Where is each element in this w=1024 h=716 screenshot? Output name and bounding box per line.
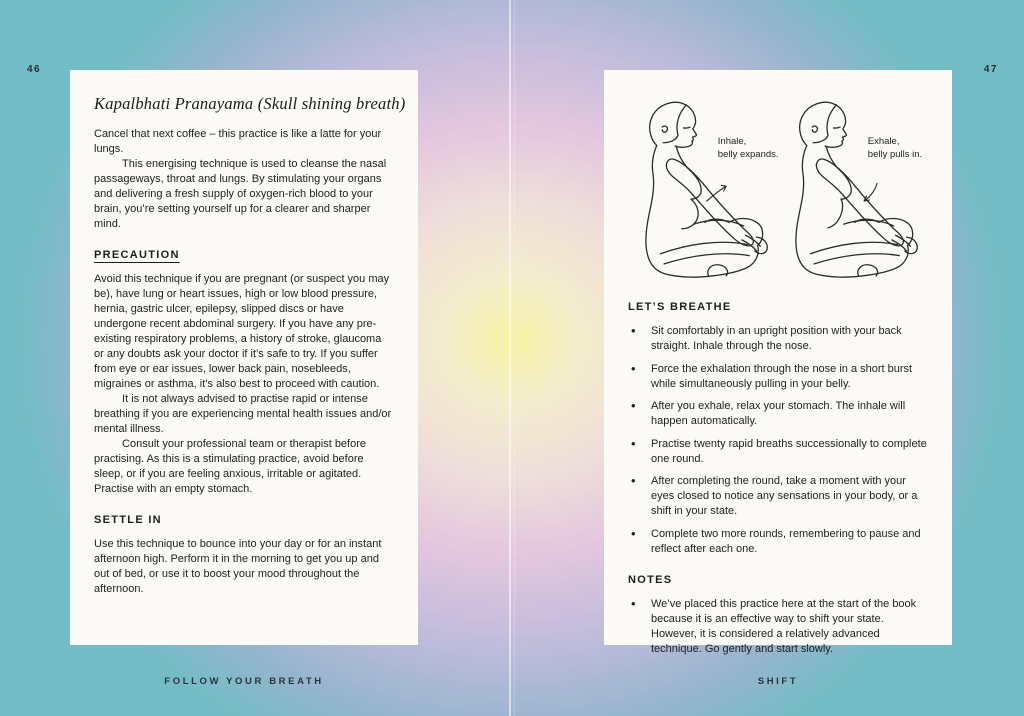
list-item: • We’ve placed this practice here at the start of the book because it is an effective way to shift your state. However, it is considered a relatively advanced technique. Go gently and start slowly.: [628, 597, 928, 657]
meditator-inhale-illustration: [629, 96, 777, 282]
page-number-left: 46: [27, 64, 42, 75]
exhale-label-line1: Exhale,: [867, 136, 900, 147]
list-item: • After completing the round, take a moment with your eyes closed to notice any sensations in your body, or a shift in your state.: [628, 474, 928, 519]
notes-heading: NOTES: [628, 573, 673, 586]
inhale-figure: [629, 96, 777, 282]
inhale-label-line2: belly expands.: [717, 148, 779, 160]
breathing-illustrations: [628, 96, 928, 284]
precaution-paragraph-3: Consult your professional team or therapist before practising. As this is a stimulating practice, avoid before sleep, or if you are feeling anxious, irritable or agitated. Practise with an empty stomach.: [94, 438, 367, 495]
practice-title: Kapalbhati Pranayama (Skull shining breath): [94, 94, 406, 113]
settle-in-paragraphs: [94, 537, 394, 597]
left-page: [70, 70, 418, 645]
left-chapter-footer: FOLLOW YOUR BREATH: [164, 676, 324, 687]
exhale-label-line2: belly pulls in.: [867, 148, 923, 160]
lets-breathe-heading: LET’S BREATHE: [628, 301, 732, 313]
precaution-paragraph-1: Avoid this technique if you are pregnant (or suspect you may be), have lung or heart issues, high or low blood pressure, hernia, gastric ulcer, epilepsy, slipped discs or have undergone recent abdominal surgery. If you have any pre-existing respiratory problems, a history of stroke, glaucoma or any doubts ask your doctor if it’s safe to try. If you suffer from eye or ear issues, lower back pain, nosebleeds, migraines or asthma, it’s also best to proceed with caution.: [94, 273, 390, 390]
settle-in-paragraph-1: Use this technique to bounce into your day or for an instant afternoon high. Perform it in the morning to get you up and out of bed, or use it to boost your mood throughout the afternoon.: [94, 538, 382, 595]
lets-breathe-list: [628, 324, 928, 557]
list-item: • After you exhale, relax your stomach. The inhale will happen automatically.: [628, 399, 928, 429]
notes-list: [628, 597, 928, 657]
intro-paragraph-1: Cancel that next coffee – this practice is like a latte for your lungs.: [94, 128, 382, 155]
intro-paragraphs: [94, 127, 394, 232]
right-page: [604, 70, 952, 655]
precaution-paragraph-2: It is not always advised to practise rapid or intense breathing if you are experiencing mental health issues and/or mental illness.: [94, 393, 392, 435]
list-item: • Practise twenty rapid breaths successionally to complete one round.: [628, 437, 928, 467]
inhale-label: [718, 136, 779, 161]
exhale-figure: [779, 96, 927, 282]
exhale-label: [868, 136, 922, 161]
page-number-right: 47: [983, 64, 998, 75]
precaution-paragraphs: [94, 272, 394, 497]
list-item: • Force the exhalation through the nose in a short burst while simultaneously pulling in your belly.: [628, 362, 928, 392]
intro-paragraph-2: This energising technique is used to cleanse the nasal passageways, throat and lungs. By stimulating your organs and delivering a fresh supply of oxygen-rich blood to your brain, you’re setting yourself up for a clearer and sharper mind.: [94, 158, 387, 230]
list-item: • Complete two more rounds, remembering to pause and reflect after each one.: [628, 527, 928, 557]
list-item: • Sit comfortably in an upright position with your back straight. Inhale through the nose.: [628, 324, 928, 354]
precaution-heading: PRECAUTION: [94, 249, 180, 261]
settle-in-heading: SETTLE IN: [94, 514, 162, 526]
book-spine-line-secondary: [514, 0, 515, 716]
meditator-exhale-illustration: [779, 96, 927, 282]
inhale-label-line1: Inhale,: [717, 136, 747, 147]
right-chapter-footer: SHIFT: [757, 676, 799, 687]
book-spine-line: [509, 0, 511, 716]
